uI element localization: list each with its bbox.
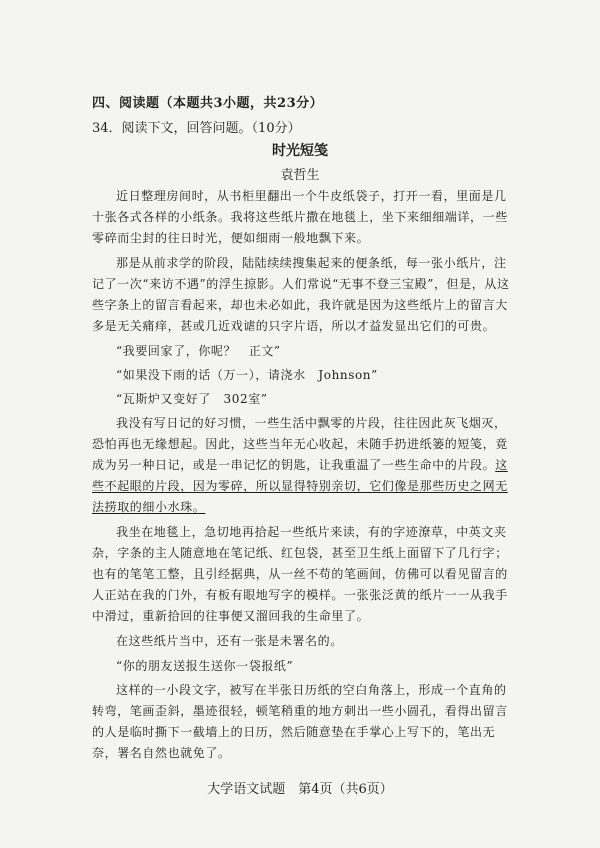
paragraph: 我坐在地毯上，急切地再拾起一些纸片来读，有的字迹潦草，中英文夹杂，字条的主人随意地在笔记纸、红包袋，甚至卫生纸上面留下了几行字；也有的笔笔工整，且引经据典，从一丝不苟的笔画间，仿佛可以看见留言的人正站在我的门外，有板有眼地写字的模样。一张张泛黄的纸片一一从我手中滑过，重新拾回的往事便又溜回我的生命里了。: [92, 525, 508, 623]
article-title: 时光短笺: [272, 143, 328, 159]
paragraph: 那是从前求学的阶段，陆陆续续搜集起来的便条纸，每一张小纸片，注记了一次“来访不遇”的浮生掠影。人们常说“无事不登三宝殿”，但是，从这些字条上的留言看起来，却也未必如此，我许就是因为这些纸片上的留言大多是无关痛痒，甚或几近戏谑的只字片语，所以才益发显出它们的可贵。: [92, 256, 510, 333]
note-quote: “你的朋友送报生送你一袋报纸”: [116, 659, 294, 673]
paragraph: 这样的一小段文字，被写在半张日历纸的空白角落上，形成一个直角的转弯，笔画歪斜，墨迹很轻，顿笔稍重的地方刺出一些小圆孔，看得出留言的人是临时撕下一截墙上的日历，然后随意垫在手掌心上写下的，笔出无奈，署名自然也就免了。: [92, 683, 508, 760]
paragraph: 在这些纸片当中，还有一张是未署名的。: [116, 634, 343, 648]
article-author: 袁哲生: [280, 168, 320, 183]
article-body: [92, 186, 517, 768]
note-quote: “我要回家了，你呢？ 正文”: [116, 344, 281, 358]
question-stem: 34．阅读下文，回答问题。（10分）: [92, 121, 301, 136]
note-quote: “如果没下雨的话（万一），请浇水 Johnson”: [116, 368, 378, 382]
note-quote: “瓦斯炉又变好了 302室”: [116, 392, 268, 406]
page-footer: 大学语文试题 第4页（共6页）: [207, 782, 393, 797]
section-heading: 四、阅读题（本题共3小题，共23分）: [92, 96, 324, 111]
paragraph-text: 我没有写日记的好习惯，一些生活中飘零的片段，往往因此灰飞烟灭，恐怕再也无缘想起。因此，这些当年无心收起，未随手扔进纸篓的短笺，竟成为另一种日记，或是一串记忆的钥匙，让我重温了一些生命中的片段。: [92, 416, 508, 472]
paragraph: [92, 413, 517, 518]
underlined-sentence: 这些不起眼的片段，因为零碎，所以显得特别亲切，它们像是那些历史之网无法捞取的细小水珠。: [92, 458, 508, 514]
paragraph: 近日整理房间时，从书柜里翻出一个牛皮纸袋子，打开一看，里面是几十张各式各样的小纸条。我将这些纸片撒在地毯上，坐下来细细端详，一些零碎而尘封的往日时光，便如细雨一般地飘下来。: [92, 189, 508, 245]
